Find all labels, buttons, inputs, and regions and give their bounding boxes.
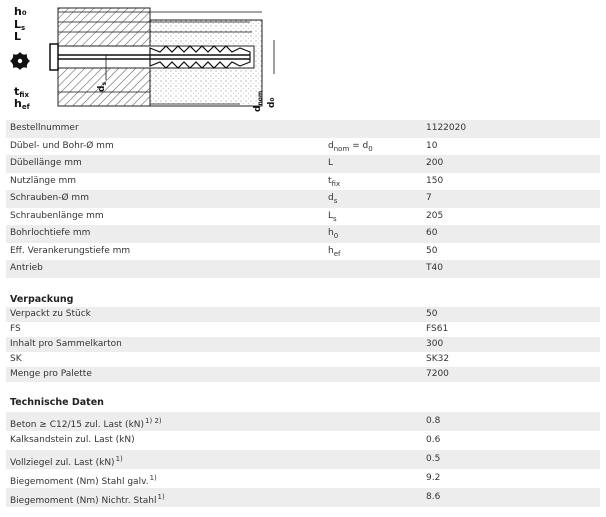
technical-row: Biegemoment (Nm) Stahl galv.$^{1)}$ 9.2: [10, 473, 441, 487]
technical-table: [6, 412, 600, 507]
packaging-row: FS FS61: [10, 324, 449, 334]
spec-row: Dübel- und Bohr-Ø mm $d_{nom} = d_0$ 10: [10, 140, 438, 153]
spec-row: Schraubenlänge mm $L_s$ 205: [10, 210, 444, 223]
anchor-technical-drawing: [0, 0, 300, 118]
l-label: L: [14, 30, 22, 43]
technical-row: Kalksandstein zul. Last (kN) 0.6: [10, 435, 441, 445]
packaging-row: SK SK32: [10, 354, 450, 364]
spec-row: Antrieb T40: [6, 260, 600, 278]
spec-row: Schrauben-Ø mm $d_s$ 7: [6, 190, 600, 208]
spec-table: [6, 120, 600, 278]
spec-row: Nutzlänge mm $t_{fix}$ 150: [10, 175, 444, 188]
screw-head: [50, 44, 58, 70]
technical-row: Biegemoment (Nm) Nichtr. Stahl$^{1)}$ 8.6: [6, 488, 600, 507]
dnom-label: $d_{nom}$: [253, 90, 264, 112]
packaging-title: Verpackung: [10, 294, 74, 305]
packaging-table: [6, 307, 600, 382]
ls-label: Ls: [14, 18, 26, 32]
spec-row: Eff. Verankerungstiefe mm $h_{ef}$ 50: [10, 245, 438, 258]
spec-row: Dübellänge mm L 200: [6, 155, 600, 173]
spec-row: Bohrlochtiefe mm $h_0$ 60: [6, 225, 600, 243]
technical-title: Technische Daten: [10, 397, 104, 408]
hef-label: hef: [14, 97, 30, 111]
d0-label: d₀: [267, 97, 277, 108]
technical-row: Vollziegel zul. Last (kN)$^{1)}$ 0.5: [6, 450, 600, 469]
tfix-label: tfix: [14, 85, 29, 99]
packaging-row: Inhalt pro Sammelkarton 300: [6, 337, 600, 352]
spec-row: Bestellnummer 1122020: [6, 120, 600, 138]
technical-row: Beton ≥ C12/15 zul. Last (kN)$^{1) 2)}$ 0.8: [6, 412, 600, 431]
h0-label: h₀: [14, 5, 27, 18]
packaging-row: Menge pro Palette 7200: [6, 367, 600, 382]
packaging-row: Verpackt zu Stück 50: [6, 307, 600, 322]
ds-label: $d_s$: [97, 81, 108, 92]
